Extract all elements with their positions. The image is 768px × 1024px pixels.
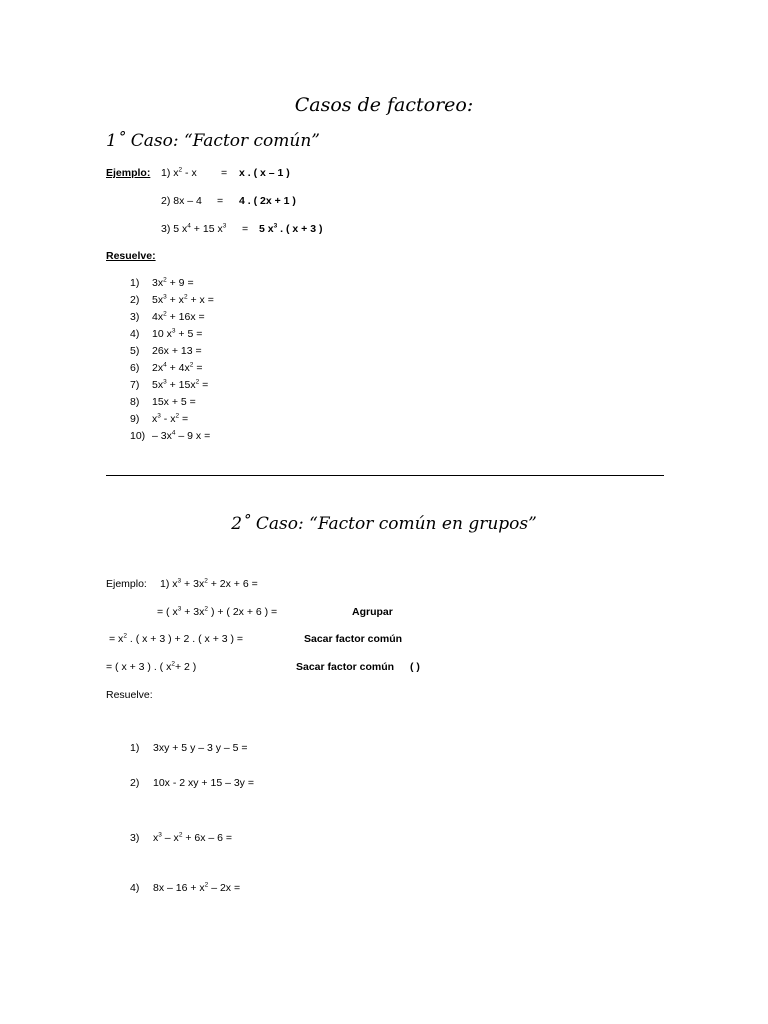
- case1-heading: 1˚ Caso: “Factor común”: [106, 131, 321, 151]
- case2-note-parentheses: ( ): [410, 661, 420, 673]
- list-item: 9) $x^3 - x^2$ =: [130, 412, 189, 425]
- list-item: 2) $5x^3 + x^2 + x$ =: [130, 293, 214, 306]
- list-item: 5) 26x + 13 =: [130, 345, 202, 357]
- section-divider: [106, 475, 664, 476]
- case1-example-1-result: x . ( x – 1 ): [239, 167, 290, 179]
- case2-example-line-2: = ( $x^3 + 3x^2$ ) + ( 2x + 6 ) =: [157, 605, 278, 618]
- case2-heading: 2˚ Caso: “Factor común en grupos”: [231, 514, 537, 534]
- case2-example-label: Ejemplo:: [106, 578, 147, 590]
- list-item: 4) $8x - 16 + x^2 - 2x$ =: [130, 881, 241, 894]
- case2-note-factor: Sacar factor común: [304, 633, 403, 645]
- case2-example-line-1: 1) $x^3 + 3x^2 + 2x + 6$ =: [160, 577, 258, 590]
- list-item: 7) $5x^3 + 15x^2$ =: [130, 378, 209, 391]
- list-item: 2) 10x - 2 xy + 15 – 3y =: [130, 777, 254, 789]
- case1-example-3: 3) 5 $x^4 + 15$ $x^3$: [161, 222, 227, 235]
- case1-example-1-equals: =: [221, 167, 228, 179]
- case2-resolve-label: Resuelve:: [106, 689, 153, 701]
- case1-example-2: 2) 8x – 4: [161, 195, 202, 207]
- case2-note-group: Agrupar: [352, 606, 393, 618]
- case1-example-label: Ejemplo:: [106, 167, 151, 179]
- list-item: 4) 10 $x^3 + 5$ =: [130, 327, 203, 340]
- list-item: 1) 3xy + 5 y – 3 y – 5 =: [130, 742, 248, 754]
- case1-example-2-result: 4 . ( 2x + 1 ): [239, 195, 296, 207]
- case1-example-3-equals: =: [242, 223, 249, 235]
- list-item: 3) $x^3 - x^2 + 6x - 6$ =: [130, 831, 233, 844]
- case2-example-line-3: = $x^2$ . ( x + 3 ) + 2 . ( x + 3 ) =: [109, 632, 244, 645]
- case1-resolve-label: Resuelve:: [106, 250, 156, 262]
- case1-example-3-result: 5 $x^3$ . ( x + 3 ): [259, 222, 323, 235]
- case1-example-2-equals: =: [217, 195, 224, 207]
- case2-example-line-4: = ( x + 3 ) . ( $x^2+ 2$ ): [106, 660, 197, 673]
- list-item: 6) $2x^4 + 4x^2$ =: [130, 361, 203, 374]
- list-item: 3) $4x^2 + 16x$ =: [130, 310, 205, 323]
- case2-note-factor-2: Sacar factor común: [296, 661, 395, 673]
- page-title: Casos de factoreo:: [294, 94, 474, 116]
- list-item: $10) - 3x^4 - 9$ x =: [130, 429, 211, 442]
- list-item: 1) $3x^2 + 9$ =: [130, 276, 194, 289]
- list-item: 8) 15x + 5 =: [130, 396, 196, 408]
- case1-example-1: 1) $x^2$ - x: [161, 166, 197, 179]
